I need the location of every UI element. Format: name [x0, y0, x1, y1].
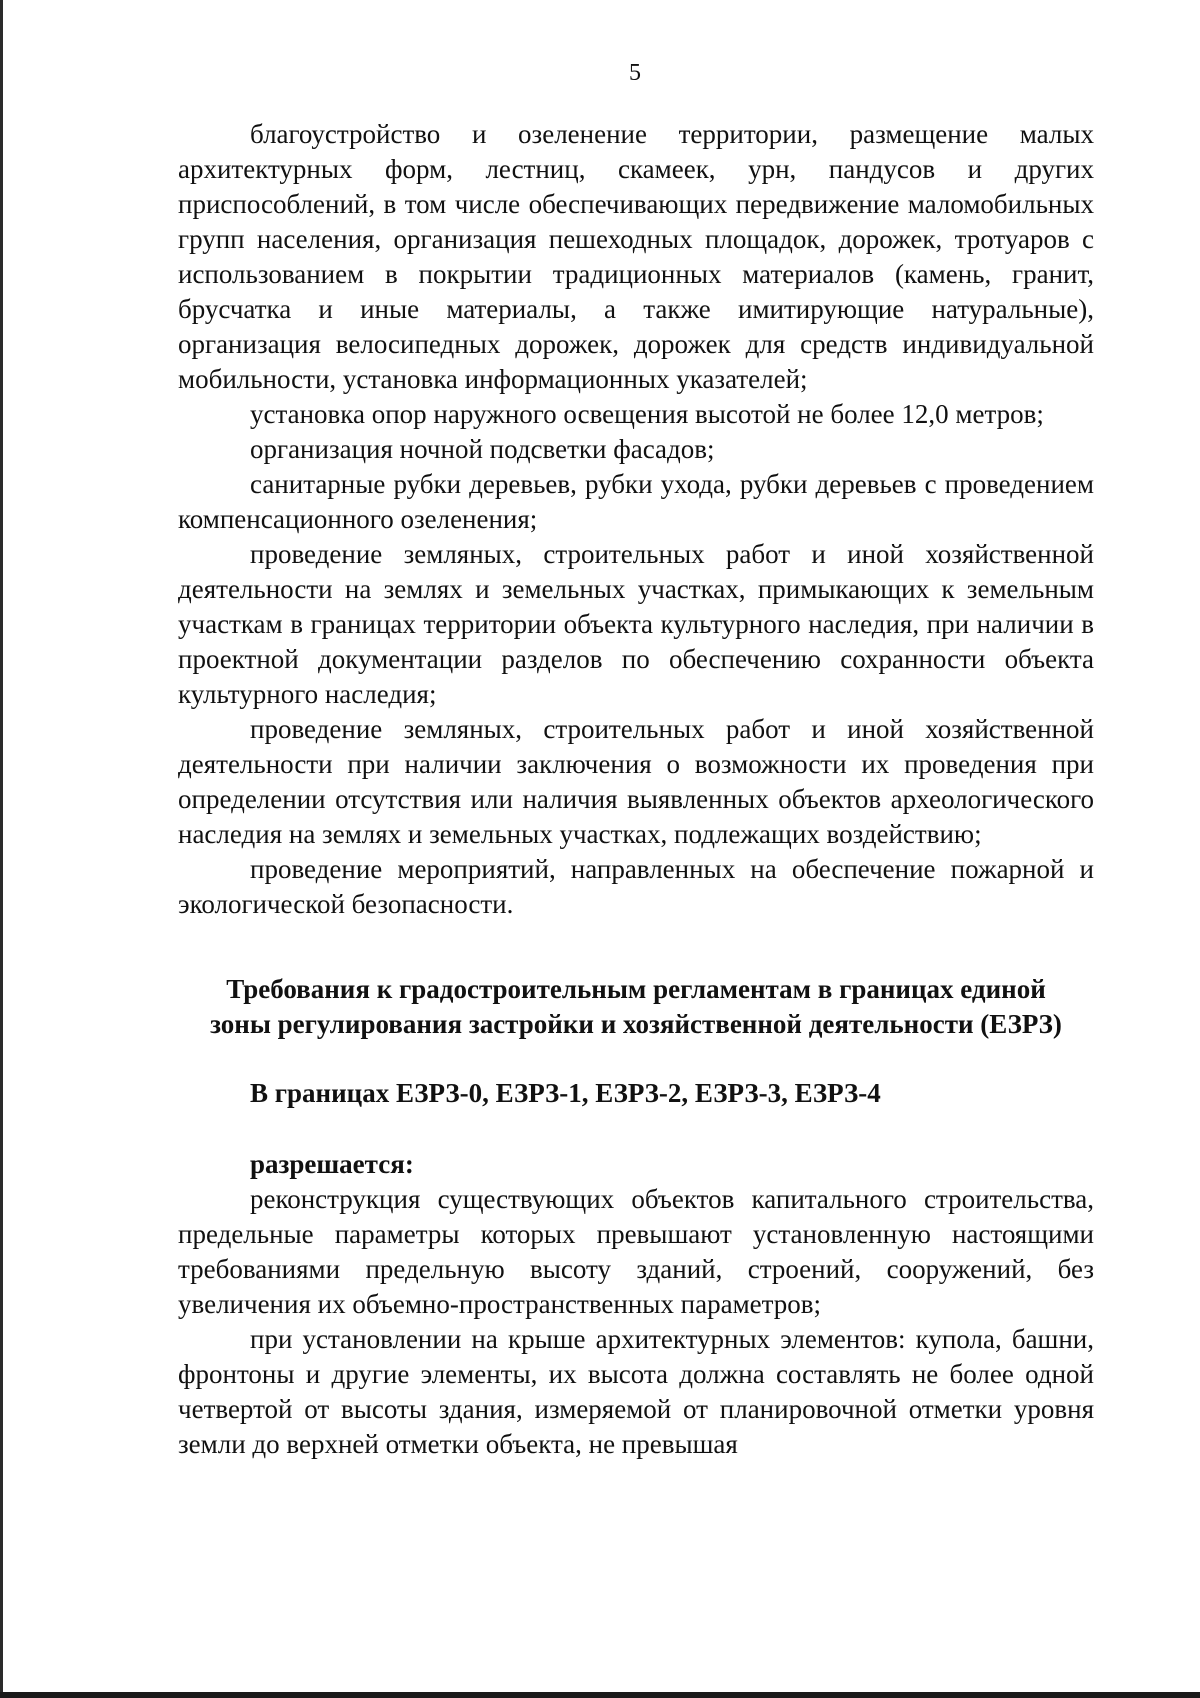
paragraph-landscaping: благоустройство и озеленение территории, размещение малых архитектурных форм, лестниц, скамеек, урн, пандусов и других приспособлений, в том числе обеспечивающих передвижение маломобильных групп населения, организация пешеходных площадок, дорожек, тротуаров с использованием в покрытии традиционных материалов (камень, гранит, брусчатка и иные материалы, а также имитирующие натуральные), организация велосипедных дорожек, дорожек для средств индивидуальной мобильности, установка информационных указателей; — [178, 119, 1094, 394]
scan-edge-left — [0, 0, 3, 1698]
scan-edge-bottom — [0, 1692, 1200, 1698]
paragraph-roof-elements: при установлении на крыше архитектурных элементов: купола, башни, фронтоны и другие элементы, их высота должна составлять не более одной четвертой от высоты здания, измеряемой от планировочной отметки уровня земли до верхней отметки объекта, не превышая — [178, 1324, 1094, 1459]
section-heading-line-2: зоны регулирования застройки и хозяйственной деятельности (ЕЗРЗ) — [210, 1009, 1062, 1039]
section-heading-line-1: Требования к градостроительным регламентам в границах единой — [226, 974, 1046, 1004]
zone-subheading: В границах ЕЗРЗ-0, ЕЗРЗ-1, ЕЗРЗ-2, ЕЗРЗ-3, ЕЗРЗ-4 — [250, 1078, 881, 1108]
paragraph-earthworks-adjacent: проведение земляных, строительных работ и иной хозяйственной деятельности на землях и земельных участках, примыкающих к земельным участкам в границах территории объекта культурного наследия, при наличии в проектной документации разделов по обеспечению сохранности объекта культурного наследия; — [178, 539, 1094, 709]
page-number: 5 — [629, 60, 641, 86]
section-heading — [178, 972, 1094, 1042]
allowed-label: разрешается: — [250, 1149, 414, 1179]
paragraph-earthworks-archaeology: проведение земляных, строительных работ и иной хозяйственной деятельности при наличии заключения о возможности их проведения при определении отсутствия или наличия выявленных объектов археологического наследия на землях и земельных участках, подлежащих воздействию; — [178, 714, 1094, 849]
document-body — [178, 117, 1094, 1462]
paragraph-reconstruction: реконструкция существующих объектов капитального строительства, предельные параметры которых превышают установленную настоящими требованиями предельную высоту зданий, строений, сооружений, без увеличения их объемно-пространственных параметров; — [178, 1184, 1094, 1319]
paragraph-facade-lighting: организация ночной подсветки фасадов; — [250, 434, 715, 464]
paragraph-lighting-poles: установка опор наружного освещения высотой не более 12,0 метров; — [250, 399, 1044, 429]
paragraph-tree-felling: санитарные рубки деревьев, рубки ухода, рубки деревьев с проведением компенсационного озеленения; — [178, 469, 1094, 534]
paragraph-fire-safety: проведение мероприятий, направленных на обеспечение пожарной и экологической безопасности. — [178, 854, 1094, 919]
